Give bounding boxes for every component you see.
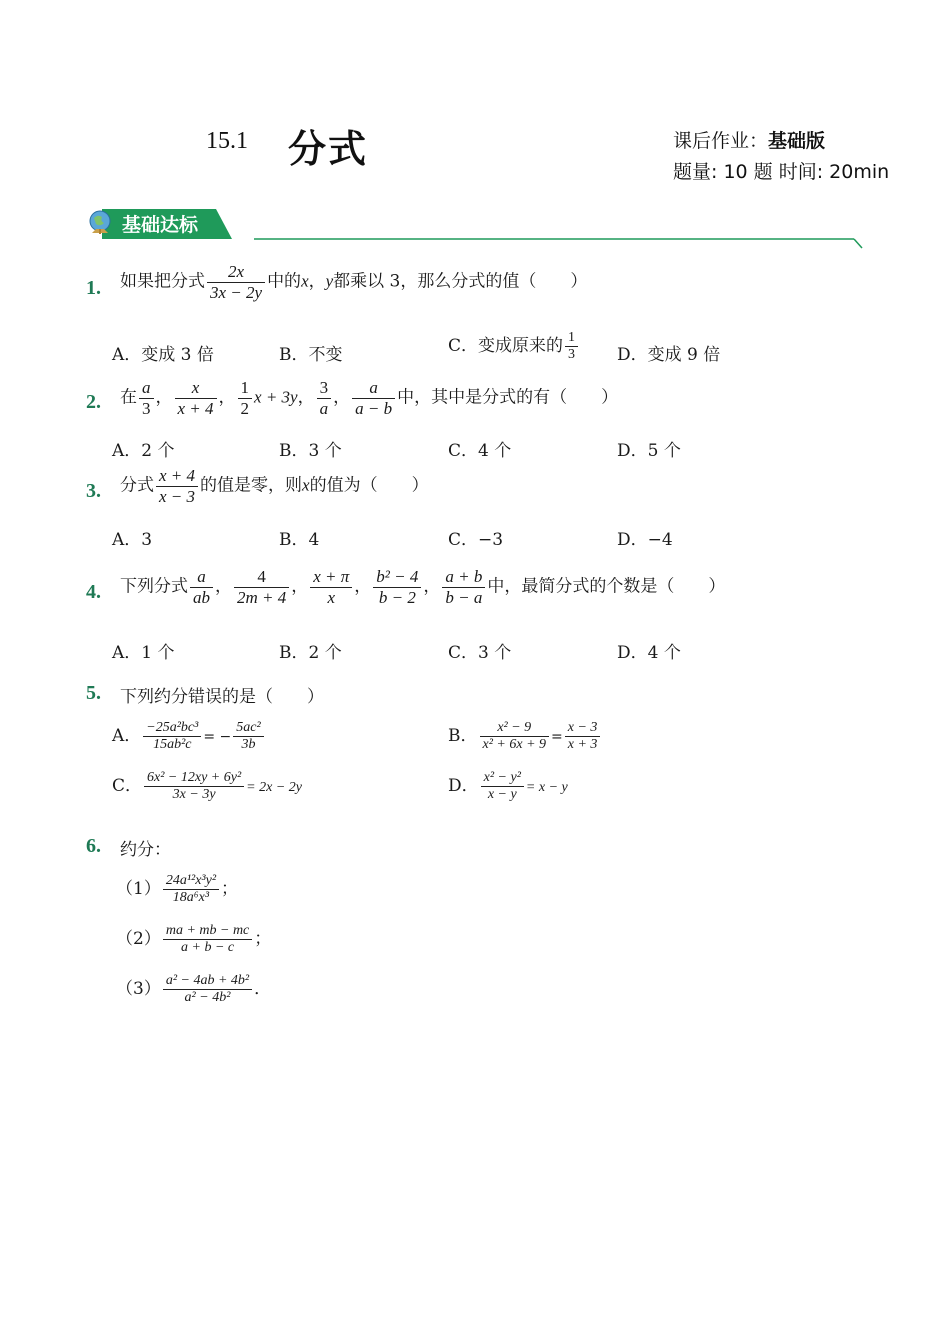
homework-label-text: 课后作业： — [673, 130, 769, 152]
q1-option-c-fraction — [565, 330, 578, 363]
q5-option-a[interactable] — [112, 720, 266, 753]
q2-sep: ， — [333, 387, 351, 408]
q5-stem: 下列约分错误的是（ ） — [120, 687, 324, 707]
q5-c-label: C． — [112, 776, 143, 797]
q4-f2-num: 4 — [234, 567, 289, 588]
q2-number: 2. — [86, 391, 101, 413]
q1-var-x: x — [301, 271, 309, 291]
q6-p3-label: （3） — [116, 979, 161, 1000]
q4-stem — [120, 567, 725, 607]
q4-fraction-3 — [310, 567, 352, 607]
q5-a-left-fraction — [143, 720, 201, 753]
q6-p3-num: a² − 4ab + 4b² — [163, 973, 252, 990]
q5-option-c[interactable] — [112, 770, 302, 803]
q2-fraction-1 — [139, 378, 154, 418]
q5-number: 5. — [86, 682, 101, 704]
q3-text: 的值为（ ） — [309, 475, 429, 496]
q6-part-1 — [116, 873, 238, 906]
q2-f5-den: a − b — [355, 398, 393, 418]
q6-p3-end: ． — [254, 979, 272, 1000]
q4-fraction-1 — [190, 567, 213, 607]
q5-d-label: D． — [448, 776, 479, 797]
q4-f4-den: b − 2 — [378, 587, 416, 607]
q6-p2-end: ； — [254, 929, 272, 950]
q4-option-b[interactable]: B．2 个 — [279, 643, 342, 663]
q3-var: x — [302, 475, 310, 495]
q6-part-2 — [116, 923, 271, 956]
q1-stem — [120, 262, 587, 302]
q4-sep: ， — [423, 576, 441, 597]
q5-d-ln: x² − y² — [481, 770, 524, 787]
homework-level: 基础版 — [768, 130, 826, 152]
q2-f2-num: x — [175, 378, 217, 399]
q4-f1-num: a — [190, 567, 213, 588]
q5-d-eq: = x − y — [525, 780, 568, 796]
q2-f3-num: 1 — [238, 378, 253, 399]
q2-option-d[interactable]: D．5 个 — [617, 441, 681, 461]
q5-c-fraction — [144, 770, 244, 803]
q2-option-c[interactable]: C．4 个 — [448, 441, 512, 461]
q3-numerator: x + 4 — [156, 466, 198, 487]
q5-b-ld: x² + 6x + 9 — [482, 737, 547, 753]
q5-b-label: B． — [448, 726, 478, 747]
q5-b-rd: x + 3 — [567, 737, 598, 753]
q3-text: 分式 — [120, 475, 154, 496]
section-banner — [88, 207, 234, 241]
q6-p2-num: ma + mb − mc — [163, 923, 252, 940]
q5-b-eq: = — [551, 729, 563, 746]
q5-c-ln: 6x² − 12xy + 6y² — [144, 770, 244, 787]
q5-a-eq: = − — [203, 729, 232, 746]
q3-option-c[interactable]: C．−3 — [448, 530, 504, 550]
q1-fraction — [207, 262, 265, 302]
q4-option-d[interactable]: D．4 个 — [617, 643, 681, 663]
q5-option-b[interactable] — [448, 720, 602, 753]
q5-a-rn: 5ac² — [233, 720, 263, 737]
q3-number: 3. — [86, 480, 101, 502]
q6-stem: 约分： — [120, 840, 171, 860]
q6-p3-fraction — [163, 973, 252, 1006]
q5-a-ln: −25a²bc³ — [143, 720, 201, 737]
globe-icon — [88, 209, 114, 239]
q5-d-ld: x − y — [487, 787, 517, 803]
q1-option-b[interactable]: B．不变 — [279, 345, 343, 365]
q1-denominator: 3x − 2y — [210, 282, 263, 302]
q2-sep: ， — [297, 387, 315, 408]
q4-f3-num: x + π — [310, 567, 352, 588]
q4-number: 4. — [86, 581, 101, 603]
q3-stem — [120, 466, 429, 506]
q3-text: 的值是零，则 — [200, 475, 303, 496]
homework-info: 题量: 10 题 时间: 20min — [673, 161, 890, 183]
q6-part-3 — [116, 973, 271, 1006]
q4-f1-den: ab — [193, 587, 210, 607]
q2-option-a[interactable]: A．2 个 — [112, 441, 175, 461]
q5-c-ld: 3x − 3y — [172, 787, 216, 803]
q2-f1-num: a — [139, 378, 154, 399]
q4-fraction-4 — [373, 567, 421, 607]
q6-p1-fraction — [163, 873, 219, 906]
q4-fraction-2 — [234, 567, 289, 607]
q1-var-y: y — [325, 271, 334, 291]
q6-p2-fraction — [163, 923, 252, 956]
q5-a-label: A． — [112, 726, 142, 747]
q2-fraction-5 — [352, 378, 395, 418]
q5-b-ln: x² − 9 — [480, 720, 550, 737]
q2-fraction-3 — [238, 378, 253, 418]
q6-p1-num: 24a¹²x³y² — [163, 873, 219, 890]
q4-sep: ， — [354, 576, 372, 597]
q4-sep: ， — [291, 576, 309, 597]
q2-text: 在 — [120, 387, 137, 408]
q3-option-a[interactable]: A．3 — [112, 530, 153, 550]
q1-option-c-numerator: 1 — [565, 330, 578, 347]
q4-f5-den: b − a — [445, 587, 483, 607]
q1-numerator: 2x — [207, 262, 265, 283]
q2-stem — [120, 378, 618, 418]
q2-sep: ， — [155, 387, 173, 408]
q1-text: 都乘以 3，那么分式的值（ ） — [333, 271, 588, 292]
q2-fraction-2 — [175, 378, 217, 418]
q2-f4-den: a — [319, 398, 329, 418]
q2-f5-num: a — [352, 378, 395, 399]
banner-divider — [254, 236, 866, 250]
q2-f4-num: 3 — [317, 378, 332, 399]
q6-p2-label: （2） — [116, 929, 161, 950]
q1-comma: ， — [308, 271, 326, 292]
q1-option-c[interactable] — [448, 330, 580, 363]
q1-option-a[interactable]: A．变成 3 倍 — [112, 345, 214, 365]
banner-label: 基础达标 — [122, 214, 199, 236]
q3-fraction — [156, 466, 198, 506]
q6-p2-den: a + b − c — [181, 940, 235, 956]
q4-f4-num: b² − 4 — [373, 567, 421, 588]
q5-c-eq: = 2x − 2y — [246, 780, 302, 796]
q4-sep: ， — [215, 576, 232, 597]
q2-f3-tail: x + 3y — [254, 387, 298, 407]
q2-f1-den: 3 — [142, 398, 151, 418]
q4-f3-den: x — [327, 587, 336, 607]
q2-fraction-4 — [317, 378, 332, 418]
q1-option-d[interactable]: D．变成 9 倍 — [617, 345, 721, 365]
q6-p3-den: a² − 4b² — [184, 990, 231, 1006]
q2-f3-den: 2 — [240, 398, 250, 418]
homework-label — [673, 126, 825, 153]
q2-f2-den: x + 4 — [177, 398, 214, 418]
q5-b-rn: x − 3 — [565, 720, 601, 737]
q6-number: 6. — [86, 835, 101, 857]
q2-text: 中，其中是分式的有（ ） — [397, 387, 619, 408]
q6-p1-end: ； — [221, 879, 239, 900]
q5-b-right-fraction — [565, 720, 601, 753]
q4-option-c[interactable]: C．3 个 — [448, 643, 512, 663]
q2-option-b[interactable]: B．3 个 — [279, 441, 342, 461]
q5-a-rd: 3b — [241, 737, 256, 753]
page-title: 分式 — [288, 127, 369, 171]
q3-option-b[interactable]: B．4 — [279, 530, 320, 550]
q5-option-d[interactable] — [448, 770, 568, 803]
section-number: 15.1 — [206, 128, 248, 154]
q5-b-left-fraction — [480, 720, 550, 753]
q5-d-fraction — [481, 770, 524, 803]
q6-p1-label: （1） — [116, 879, 161, 900]
q1-option-c-text: C．变成原来的 — [448, 336, 564, 357]
q5-a-ld: 15ab²c — [153, 737, 192, 753]
q4-f5-num: a + b — [442, 567, 485, 588]
q3-option-d[interactable]: D．−4 — [617, 530, 673, 550]
q4-option-a[interactable]: A．1 个 — [112, 643, 175, 663]
q2-sep: ， — [218, 387, 236, 408]
q6-p1-den: 18a⁶x³ — [172, 890, 210, 906]
q4-text: 中，最简分式的个数是（ ） — [487, 576, 726, 597]
q1-text: 如果把分式 — [120, 271, 205, 292]
q1-text: 中的 — [267, 271, 302, 292]
q4-text: 下列分式 — [120, 576, 188, 597]
q3-denominator: x − 3 — [159, 486, 196, 506]
q4-f2-den: 2m + 4 — [237, 587, 287, 607]
q1-number: 1. — [86, 277, 101, 299]
q5-a-right-fraction — [233, 720, 263, 753]
q1-option-c-denominator: 3 — [568, 347, 576, 363]
q4-fraction-5 — [442, 567, 485, 607]
